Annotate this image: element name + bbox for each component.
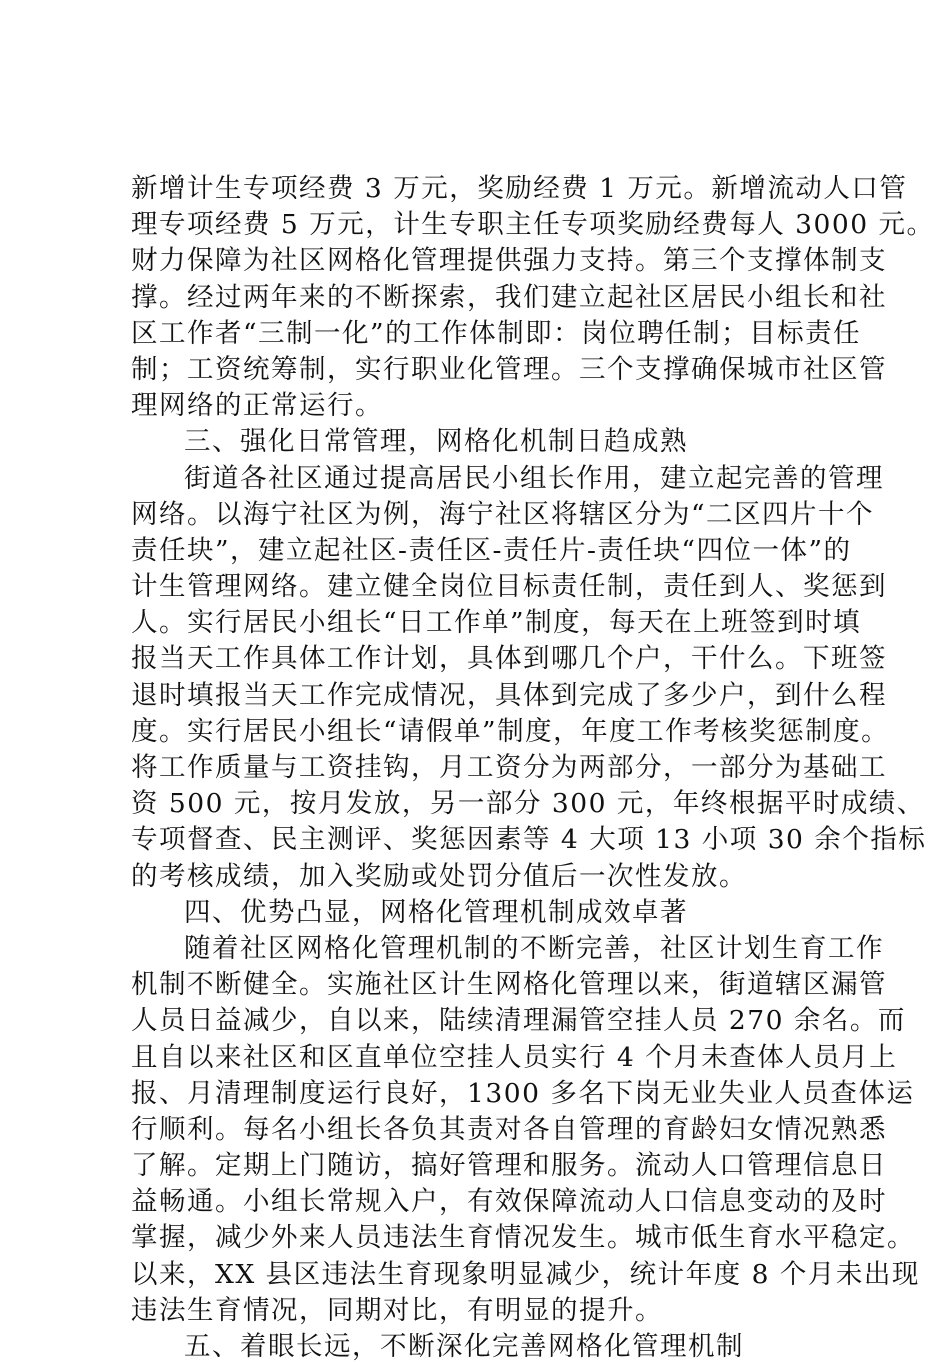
text-line: 违法生育情况，同期对比，有明显的提升。: [131, 1294, 663, 1326]
text-line: 人。实行居民小组长“日工作单”制度，每天在上班签到时填: [131, 607, 862, 639]
text-line: 新增计生专项经费 3 万元，奖励经费 1 万元。新增流动人口管: [131, 173, 908, 204]
text-line: 街道各社区通过提高居民小组长作用，建立起完善的管理: [184, 462, 884, 494]
text-line: 以来，XX 县区违法生育现象明显减少，统计年度 8 个月未出现: [131, 1258, 920, 1290]
text-line: 行顺利。每名小组长各负其责对各自管理的育龄妇女情况熟悉: [131, 1113, 887, 1145]
text-line: 计生管理网络。建立健全岗位目标责任制，责任到人、奖惩到: [131, 571, 887, 603]
text-line: 随着社区网格化管理机制的不断完善，社区计划生育工作: [184, 932, 884, 964]
text-line: 的考核成绩，加入奖励或处罚分值后一次性发放。: [131, 860, 747, 892]
text-line: 财力保障为社区网格化管理提供强力支持。第三个支撑体制支: [131, 245, 887, 277]
text-line: 撑。经过两年来的不断探索，我们建立起社区居民小组长和社: [131, 281, 887, 313]
text-line: 理专项经费 5 万元，计生专职主任专项奖励经费每人 3000 元。: [131, 209, 935, 241]
section-heading: 三、强化日常管理，网格化机制日趋成熟: [184, 426, 688, 458]
text-line: 制；工资统筹制，实行职业化管理。三个支撑确保城市社区管: [131, 353, 887, 385]
document-body: [131, 171, 935, 1365]
section-heading: 四、优势凸显，网格化管理机制成效卓著: [184, 896, 688, 928]
text-line: 网络。以海宁社区为例，海宁社区将辖区分为“二区四片十个: [131, 498, 875, 530]
text-line: 益畅通。小组长常规入户，有效保障流动人口信息变动的及时: [131, 1186, 887, 1218]
text-line: 掌握，减少外来人员违法生育情况发生。城市低生育水平稳定。: [131, 1222, 915, 1254]
text-line: 理网络的正常运行。: [131, 390, 383, 422]
section-heading: 五、着眼长远，不断深化完善网格化管理机制: [184, 1331, 744, 1362]
text-line: 资 500 元，按月发放，另一部分 300 元，年终根据平时成绩、: [131, 788, 925, 820]
text-line: 退时填报当天工作完成情况，具体到完成了多少户，到什么程: [131, 679, 887, 711]
text-line: 人员日益减少，自以来，陆续清理漏管空挂人员 270 余名。而: [131, 1005, 906, 1037]
text-line: 报、月清理制度运行良好，1300 多名下岗无业失业人员查体运: [131, 1077, 915, 1109]
text-line: 专项督查、民主测评、奖惩因素等 4 大项 13 小项 30 余个指标: [131, 824, 927, 856]
text-line: 报当天工作具体工作计划，具体到哪几个户，干什么。下班签: [131, 643, 887, 675]
text-line: 了解。定期上门随访，搞好管理和服务。流动人口管理信息日: [131, 1150, 887, 1182]
text-line: 责任块”，建立起社区-责任区-责任片-责任块“四位一体”的: [131, 534, 852, 566]
text-line: 机制不断健全。实施社区计生网格化管理以来，街道辖区漏管: [131, 969, 887, 1001]
text-line: 将工作质量与工资挂钩，月工资分为两部分，一部分为基础工: [131, 752, 887, 783]
text-line: 区工作者“三制一化”的工作体制即：岗位聘任制；目标责任: [131, 317, 862, 349]
text-line: 度。实行居民小组长“请假单”制度，年度工作考核奖惩制度。: [131, 715, 890, 747]
text-line: 且自以来社区和区直单位空挂人员实行 4 个月未查体人员月上: [131, 1041, 898, 1073]
